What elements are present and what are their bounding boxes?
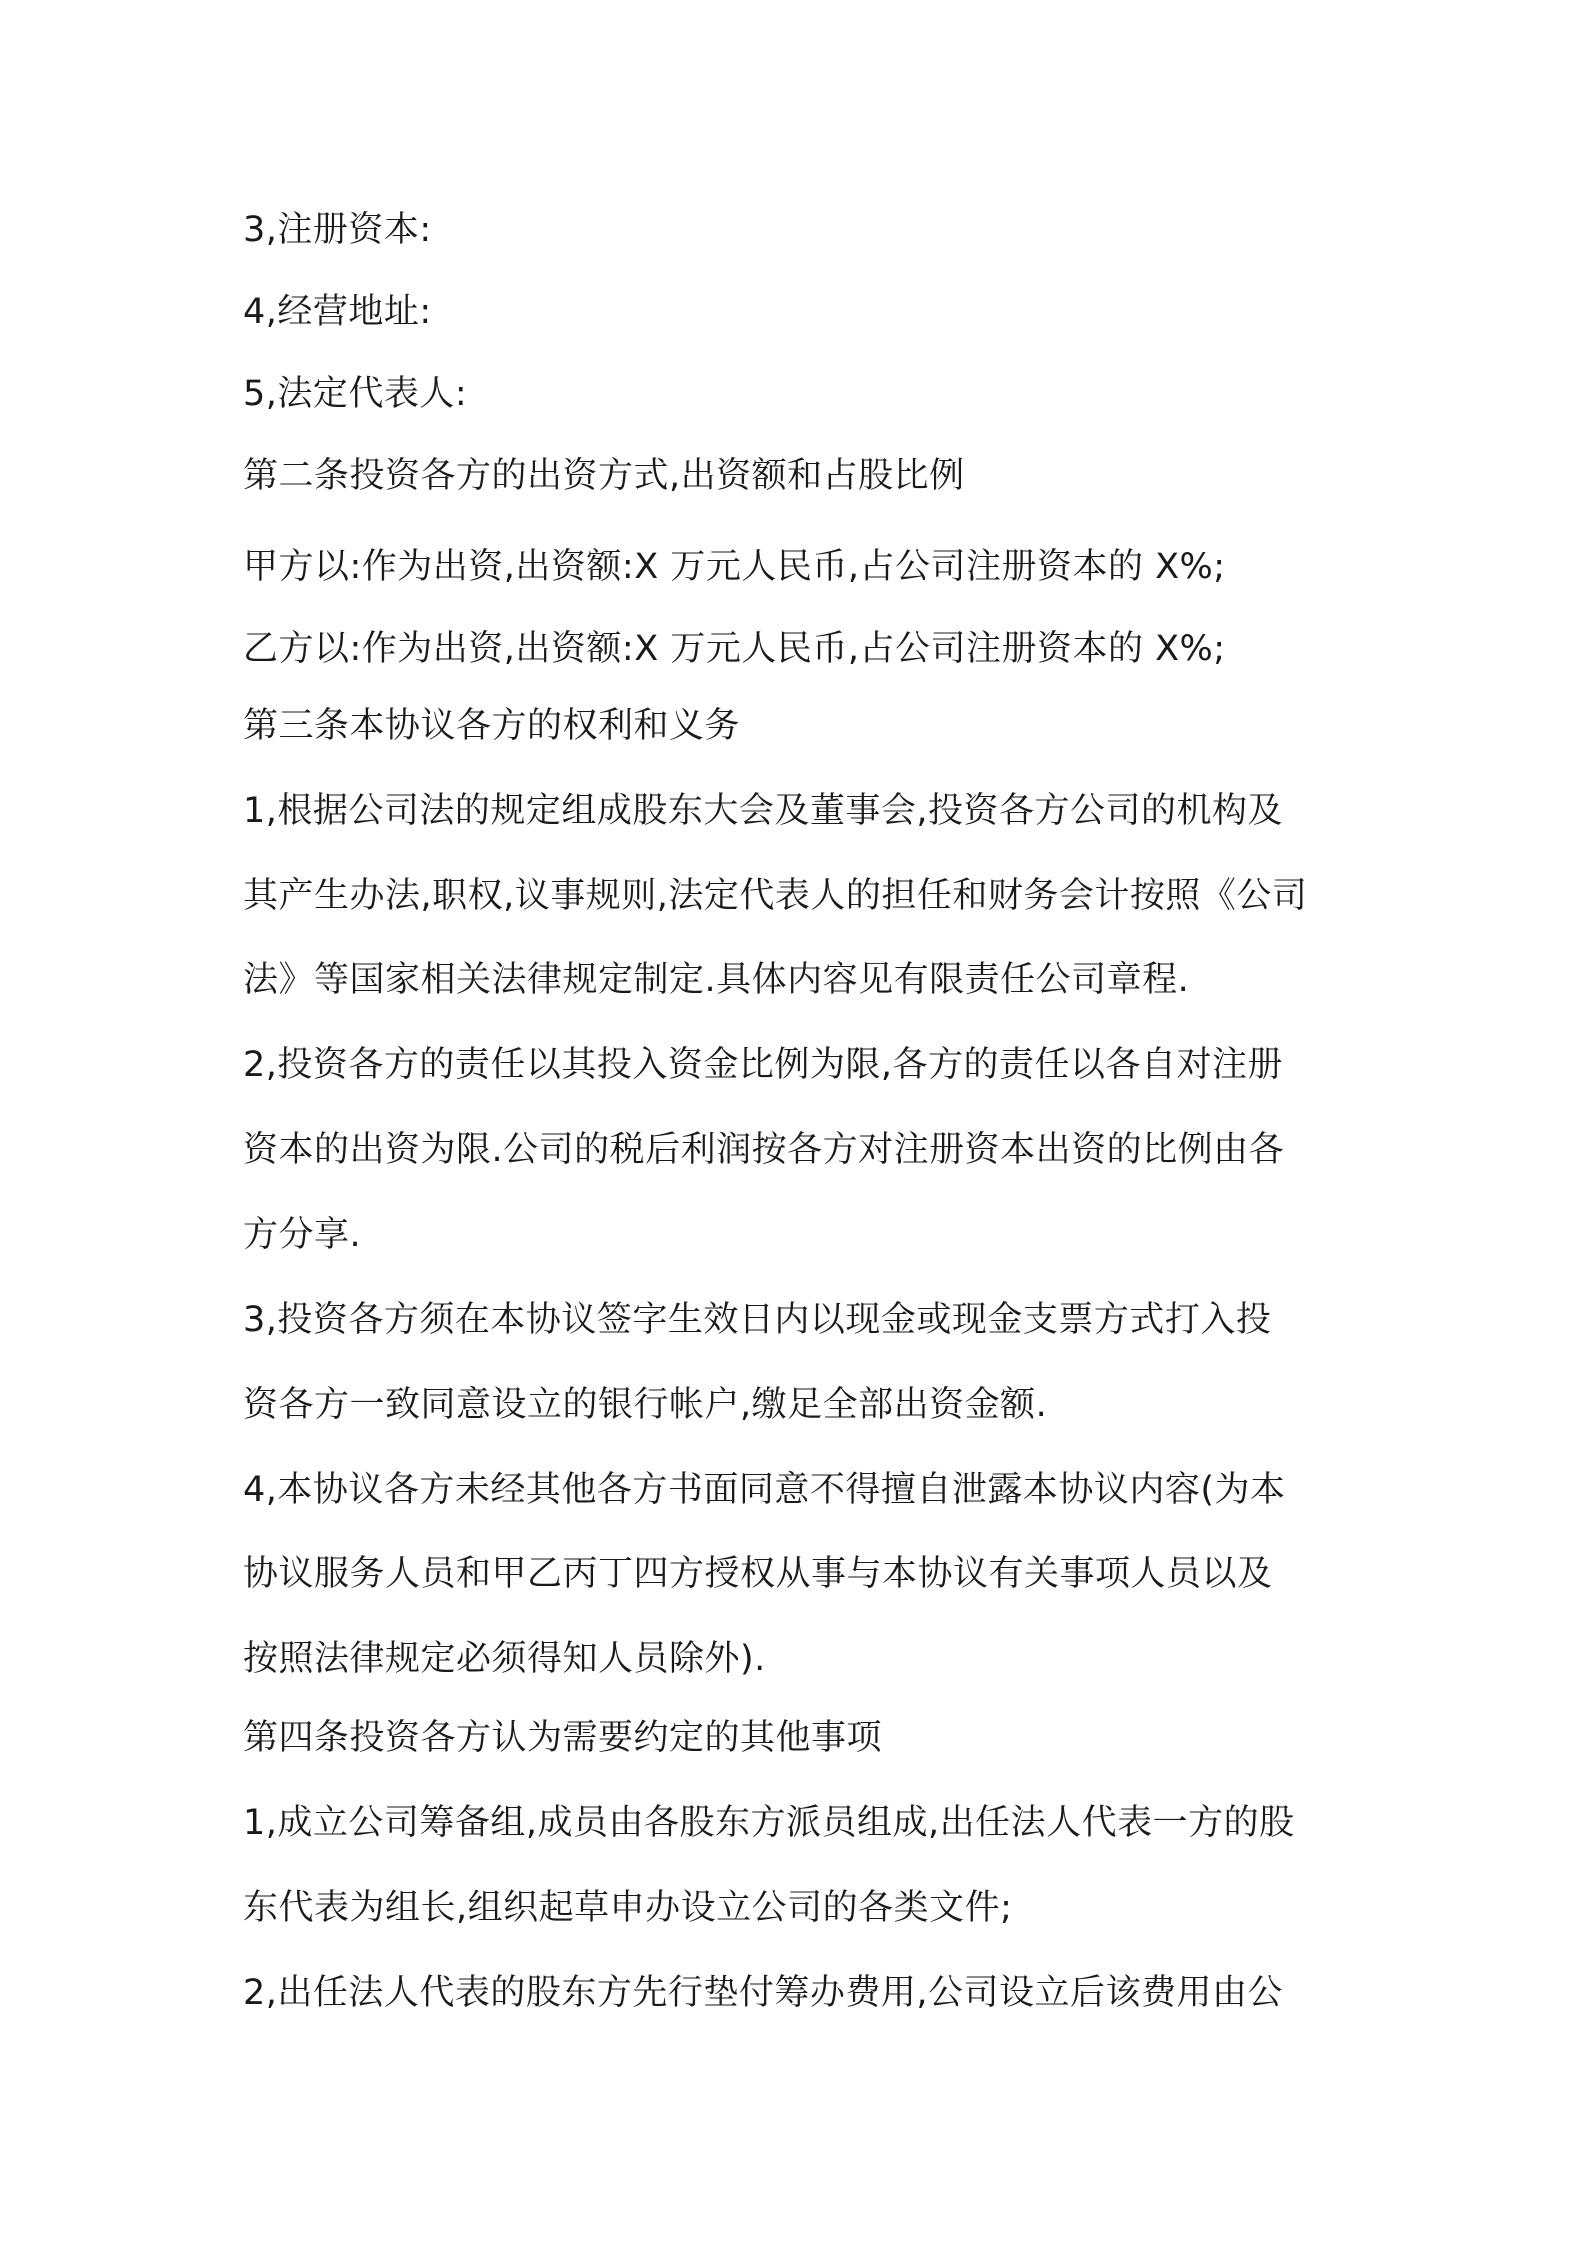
paragraph-line: 3,投资各方须在本协议签字生效日内以现金或现金支票方式打入投 [243, 1300, 1272, 1340]
paragraph-line: 其产生办法,职权,议事规则,法定代表人的担任和财务会计按照《公司 [243, 876, 1308, 916]
article-3-heading: 第三条本协议各方的权利和义务 [243, 706, 741, 746]
text-line-business-address: 4,经营地址: [243, 292, 432, 332]
paragraph-line: 资本的出资为限.公司的税后利润按各方对注册资本出资的比例由各 [243, 1130, 1285, 1170]
paragraph-line: 资各方一致同意设立的银行帐户,缴足全部出资金额. [243, 1385, 1048, 1425]
paragraph-line: 方分享. [243, 1215, 362, 1255]
paragraph-line: 2,出任法人代表的股东方先行垫付筹办费用,公司设立后该费用由公 [243, 1973, 1284, 2013]
paragraph-line: 按照法律规定必须得知人员除外). [243, 1639, 766, 1679]
article-2-heading: 第二条投资各方的出资方式,出资额和占股比例 [243, 456, 965, 496]
paragraph-line: 2,投资各方的责任以其投入资金比例为限,各方的责任以各自对注册 [243, 1045, 1284, 1085]
text-line-legal-representative: 5,法定代表人: [243, 374, 468, 414]
article-4-heading: 第四条投资各方认为需要约定的其他事项 [243, 1718, 883, 1758]
paragraph-line: 东代表为组长,组织起草申办设立公司的各类文件; [243, 1888, 1013, 1928]
text-line-registered-capital: 3,注册资本: [243, 210, 432, 250]
text-line-party-a-contribution: 甲方以:作为出资,出资额:X 万元人民币,占公司注册资本的 X%; [243, 547, 1226, 587]
text-line-party-b-contribution: 乙方以:作为出资,出资额:X 万元人民币,占公司注册资本的 X%; [243, 629, 1226, 669]
paragraph-line: 1,成立公司筹备组,成员由各股东方派员组成,出任法人代表一方的股 [243, 1803, 1295, 1843]
paragraph-line: 1,根据公司法的规定组成股东大会及董事会,投资各方公司的机构及 [243, 791, 1284, 831]
paragraph-line: 4,本协议各方未经其他各方书面同意不得擅自泄露本协议内容(为本 [243, 1470, 1286, 1510]
paragraph-line: 法》等国家相关法律规定制定.具体内容见有限责任公司章程. [243, 960, 1190, 1000]
paragraph-line: 协议服务人员和甲乙丙丁四方授权从事与本协议有关事项人员以及 [243, 1554, 1273, 1594]
